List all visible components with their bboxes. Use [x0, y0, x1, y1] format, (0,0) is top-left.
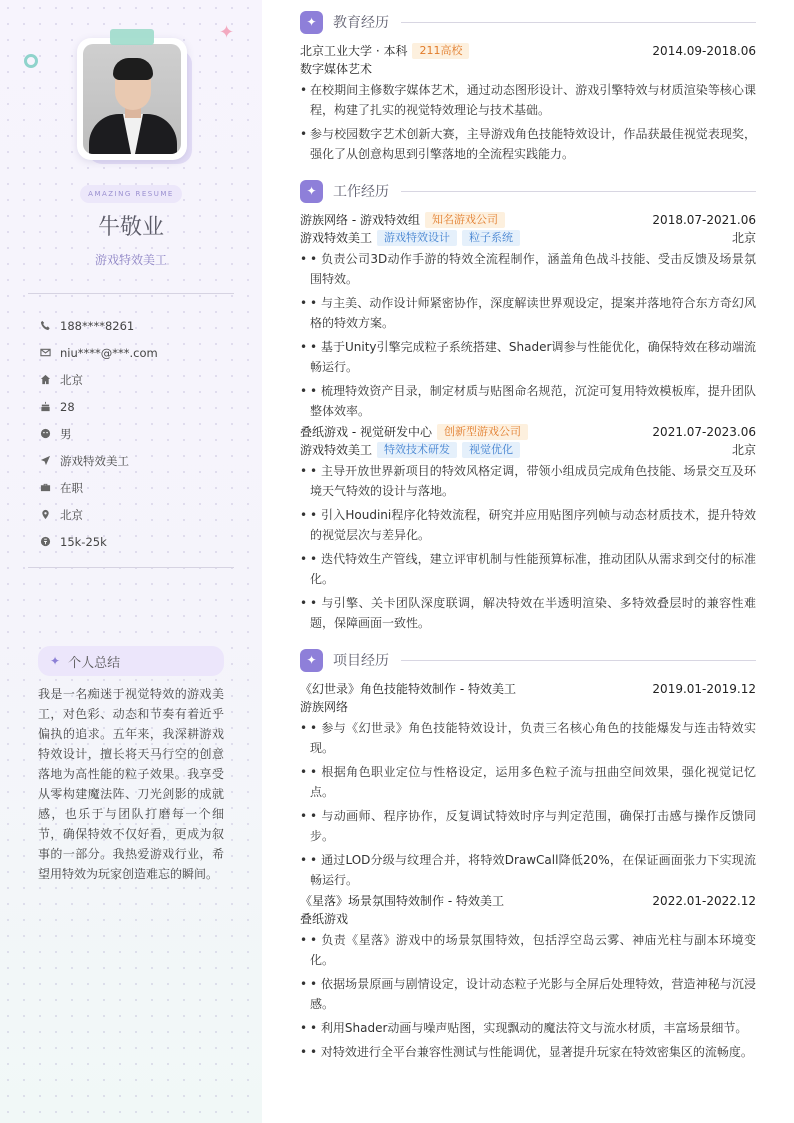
gender-icon — [40, 428, 60, 439]
list-item: • • 引入Houdini程序化特效流程，研究并应用贴图序列帧与动态材质技术，提升特效的视觉层次与差异化。 — [300, 505, 756, 545]
project-period: 2022.01-2022.12 — [652, 894, 756, 908]
job-entry — [300, 211, 756, 421]
section-title: 项目经历 — [333, 653, 389, 669]
sparkle-icon: ✦ — [219, 22, 235, 43]
list-item: • • 主导开放世界新项目的特效风格定调，带领小组成员完成角色技能、场景交互及环境天气特效的设计与落地。 — [300, 461, 756, 501]
candidate-name: 牛敬业 — [97, 215, 164, 240]
project-period: 2019.01-2019.12 — [652, 682, 756, 696]
job-bullets — [300, 461, 756, 633]
info-value: 28 — [60, 399, 75, 414]
job-position: 游戏特效美工 — [300, 231, 373, 245]
info-value: 15k-25k — [60, 534, 107, 549]
sparkle-icon: ✦ — [300, 180, 323, 203]
briefcase-icon — [40, 482, 60, 493]
divider — [28, 567, 234, 568]
major: 数字媒体艺术 — [300, 62, 373, 76]
list-item: • • 迭代特效生产管线，建立评审机制与性能预算标准，推动团队从需求到交付的标准化。 — [300, 549, 756, 589]
summary-text: 我是一名痴迷于视觉特效的游戏美工，对色彩、动态和节奏有着近乎偏执的追求。五年来，我深耕游戏特效设计，擅长将天马行空的创意落地为高性能的粒子效果。我享受从零构建魔法阵、刀光剑影的成就感，也乐于与团队打磨每一个细节，确保特效不仅好看，更成为叙事的一部分。我热爱游戏行业，希望用特效为玩家创造难忘的瞬间。 — [38, 687, 224, 881]
info-status — [40, 474, 240, 501]
list-item: • 在校期间主修数字媒体艺术，通过动态图形设计、游戏引擎特效与材质渲染等核心课程，构建了扎实的视觉特效理论与技术基础。 — [300, 80, 756, 120]
divider — [28, 293, 234, 294]
job-position: 游戏特效美工 — [300, 443, 373, 457]
section-title: 工作经历 — [333, 184, 389, 200]
list-item: • • 负责公司3D动作手游的特效全流程制作，涵盖角色战斗技能、受击反馈及场景氛围特效。 — [300, 249, 756, 289]
info-home — [40, 366, 240, 393]
project-name: 《星落》场景氛围特效制作 - 特效美工 — [300, 894, 504, 908]
section-divider — [401, 191, 756, 192]
project-name: 《幻世录》角色技能特效制作 - 特效美工 — [300, 682, 516, 696]
list-item: • • 与引擎、关卡团队深度联调，解决特效在半透明渲染、多特效叠层时的兼容性难题，保障画面一致性。 — [300, 593, 756, 633]
section-divider — [401, 660, 756, 661]
ring-decoration — [24, 54, 38, 68]
project-entry — [300, 680, 756, 890]
info-value: 游戏特效美工 — [60, 453, 129, 468]
sparkle-icon: ✦ — [300, 649, 323, 672]
info-value: 188****8261 — [60, 318, 135, 333]
list-item: • 参与校园数字艺术创新大赛，主导游戏角色技能特效设计，作品获最佳视觉表现奖，强化了从创意构思到引擎落地的全流程实践能力。 — [300, 124, 756, 164]
list-item: • • 与主美、动作设计师紧密协作，深度解读世界观设定，提案并落地符合东方奇幻风格的特效方案。 — [300, 293, 756, 333]
project-company: 叠纸游戏 — [300, 912, 349, 926]
company-name: 叠纸游戏 - 视觉研发中心 — [300, 425, 432, 439]
section-title: 教育经历 — [333, 15, 389, 31]
phone-icon — [40, 320, 60, 331]
education-section — [300, 10, 756, 168]
info-value: 北京 — [60, 507, 83, 522]
sparkle-icon: ✦ — [50, 654, 61, 668]
info-intention — [40, 447, 240, 474]
send-icon — [40, 455, 60, 466]
company-name: 游族网络 - 游戏特效组 — [300, 213, 420, 227]
education-bullets — [300, 80, 756, 164]
info-phone — [40, 312, 240, 339]
list-item: • • 依据场景原画与剧情设定，设计动态粒子光影与全屏后处理特效，营造神秘与沉浸感。 — [300, 974, 756, 1014]
job-entry — [300, 423, 756, 633]
projects-section — [300, 648, 756, 1066]
summary-title: 个人总结 — [68, 655, 121, 671]
home-icon — [40, 374, 60, 385]
job-bullets — [300, 249, 756, 421]
list-item: • • 利用Shader动画与噪声贴图，实现飘动的魔法符文与流水材质，丰富场景细节。 — [300, 1018, 756, 1038]
skill-tag: 游戏特效设计 — [377, 230, 457, 246]
job-city: 北京 — [731, 231, 756, 245]
avatar — [83, 44, 181, 154]
contact-info-list — [40, 312, 240, 555]
list-item: • • 负责《星落》游戏中的场景氛围特效，包括浮空岛云雾、神庙光柱与副本环境变化。 — [300, 930, 756, 970]
company-tag: 创新型游戏公司 — [437, 424, 528, 440]
money-icon — [40, 536, 60, 547]
list-item: • • 梳理特效资产目录，制定材质与贴图命名规范，沉淀可复用特效模板库，提升团队整体效率。 — [300, 381, 756, 421]
info-value: niu****@***.com — [60, 345, 158, 360]
list-item: • • 与动画师、程序协作，反复调试特效时序与判定范围，确保打击感与操作反馈同步。 — [300, 806, 756, 846]
work-section — [300, 179, 756, 637]
sparkle-icon: ✦ — [300, 11, 323, 34]
info-email — [40, 339, 240, 366]
candidate-role: 游戏特效美工 — [94, 253, 167, 267]
skill-tag: 视觉优化 — [462, 442, 520, 458]
summary-heading — [38, 646, 224, 676]
section-divider — [401, 22, 756, 23]
job-period: 2018.07-2021.06 — [652, 213, 756, 227]
skill-tag: 粒子系统 — [462, 230, 520, 246]
info-value: 在职 — [60, 480, 83, 495]
info-value: 北京 — [60, 372, 83, 387]
list-item: • • 对特效进行全平台兼容性测试与性能调优，显著提升玩家在特效密集区的流畅度。 — [300, 1042, 756, 1062]
project-entry — [300, 892, 756, 1062]
list-item: • • 通过LOD分级与纹理合并，将特效DrawCall降低20%，在保证画面张力下实现流畅运行。 — [300, 850, 756, 890]
cake-icon — [40, 401, 60, 412]
info-salary — [40, 528, 240, 555]
tape-decoration — [110, 29, 154, 45]
list-item: • • 根据角色职业定位与性格设定，运用多色粒子流与扭曲空间效果，强化视觉记忆点。 — [300, 762, 756, 802]
project-bullets — [300, 930, 756, 1062]
photo-frame — [77, 38, 187, 160]
education-period: 2014.09-2018.06 — [652, 44, 756, 58]
job-city: 北京 — [731, 443, 756, 457]
project-bullets — [300, 718, 756, 890]
info-location — [40, 501, 240, 528]
mail-icon — [40, 347, 60, 358]
company-tag: 知名游戏公司 — [425, 212, 505, 228]
sidebar — [0, 0, 262, 1123]
list-item: • • 基于Unity引擎完成粒子系统搭建、Shader调参与性能优化，确保特效在移动端流畅运行。 — [300, 337, 756, 377]
job-period: 2021.07-2023.06 — [652, 425, 756, 439]
school-name: 北京工业大学 · 本科 — [300, 44, 408, 58]
info-age — [40, 393, 240, 420]
skill-tag: 特效技术研发 — [377, 442, 457, 458]
list-item: • • 参与《幻世录》角色技能特效设计，负责三名核心角色的技能爆发与连击特效实现。 — [300, 718, 756, 758]
resume-badge: AMAZING RESUME — [80, 185, 182, 203]
info-value: 男 — [60, 426, 72, 441]
school-tag: 211高校 — [412, 43, 469, 59]
info-gender — [40, 420, 240, 447]
location-pin-icon — [40, 509, 60, 520]
project-company: 游族网络 — [300, 700, 349, 714]
